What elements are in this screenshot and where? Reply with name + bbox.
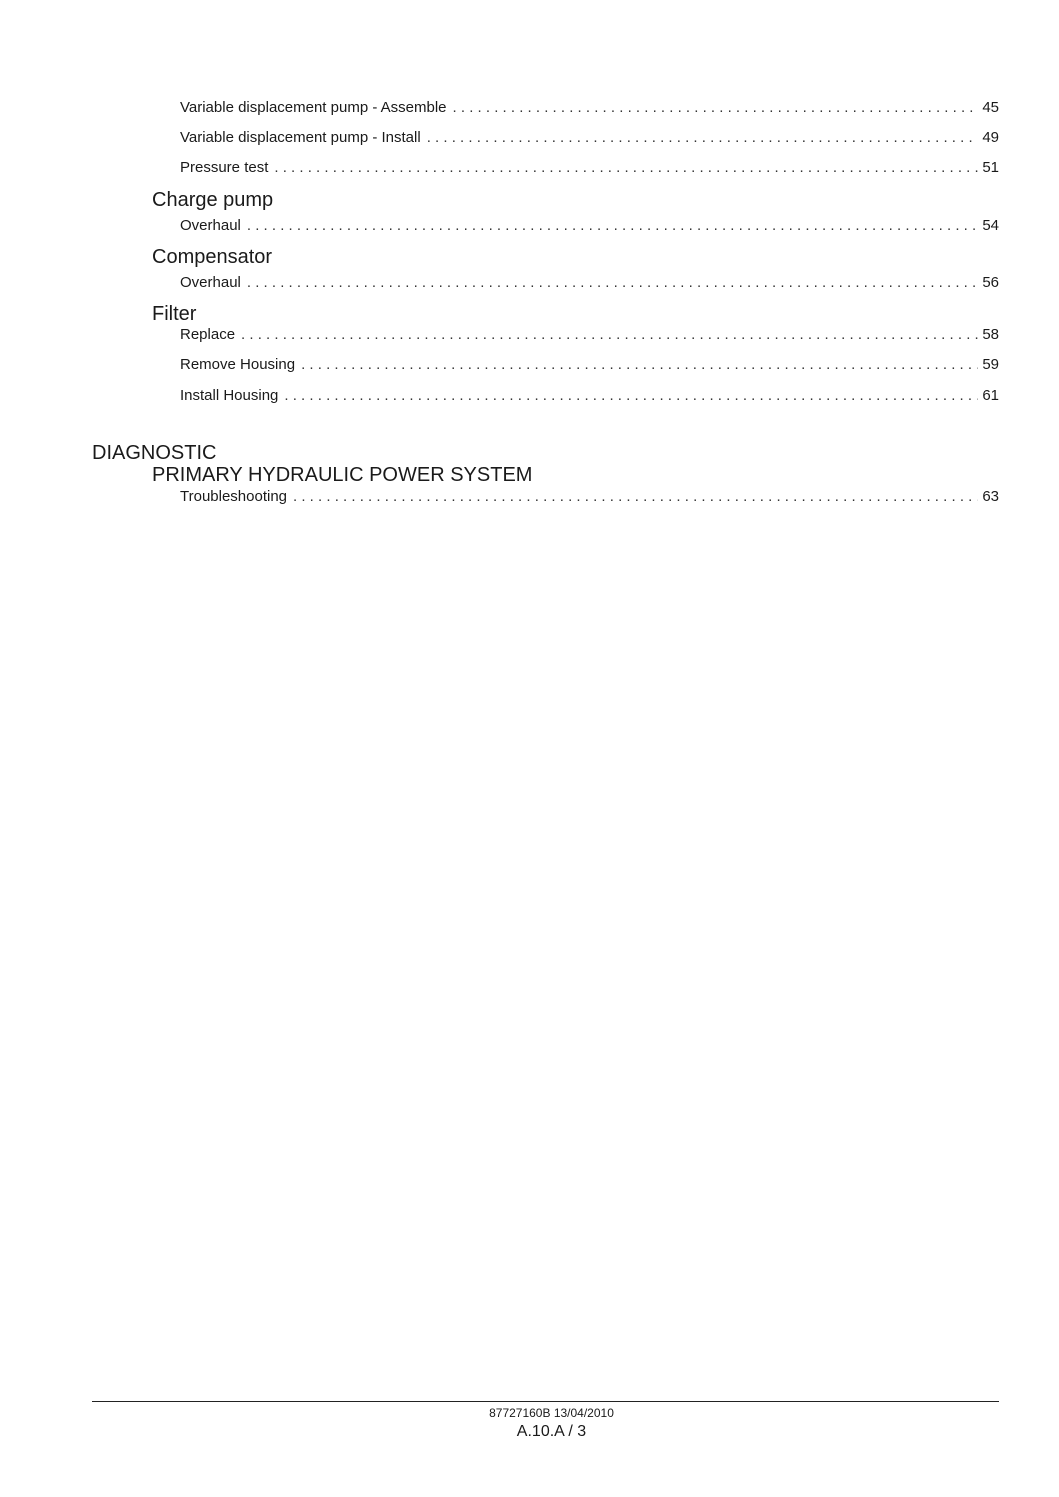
- dot-leader: [247, 273, 978, 293]
- toc-entry-label: Variable displacement pump - Assemble: [180, 99, 447, 116]
- toc-entry-label: Overhaul: [180, 217, 241, 234]
- toc-entry-page: 59: [982, 356, 999, 373]
- toc-entry[interactable]: [180, 386, 999, 406]
- toc-entry[interactable]: [180, 355, 999, 375]
- toc-entry-label: Install Housing: [180, 387, 279, 404]
- dot-leader: [284, 386, 978, 406]
- dot-leader: [301, 355, 978, 375]
- toc-entry-label: Pressure test: [180, 159, 269, 176]
- dot-leader: [293, 487, 978, 507]
- toc-entry-label: Overhaul: [180, 274, 241, 291]
- toc-entry-label: Troubleshooting: [180, 488, 288, 505]
- toc-entry-page: 63: [982, 488, 999, 505]
- toc-entry-label: Variable displacement pump - Install: [180, 129, 421, 146]
- toc-entry[interactable]: [180, 128, 999, 148]
- dot-leader: [274, 158, 978, 178]
- toc-entry[interactable]: [180, 325, 999, 345]
- toc-entry[interactable]: [180, 98, 999, 118]
- toc-entry[interactable]: [180, 487, 999, 507]
- dot-leader: [241, 325, 978, 345]
- toc-entry-page: 54: [982, 217, 999, 234]
- toc-entry-page: 61: [982, 387, 999, 404]
- toc-entry[interactable]: [180, 273, 999, 293]
- toc-entry-page: 45: [982, 99, 999, 116]
- dot-leader: [247, 216, 978, 236]
- footer-page-number: A.10.A / 3: [516, 1423, 587, 1440]
- toc-entry-page: 56: [982, 274, 999, 291]
- footer-divider: [92, 1401, 999, 1402]
- subsection-heading-compensator: Compensator: [152, 246, 273, 268]
- toc-entry-label: Remove Housing: [180, 356, 296, 373]
- dot-leader: [453, 98, 979, 118]
- footer-document-reference: 87727160B 13/04/2010: [489, 1406, 614, 1420]
- toc-entry-page: 49: [982, 129, 999, 146]
- subsection-heading-charge-pump: Charge pump: [152, 189, 274, 211]
- subsection-heading-primary-hydraulic: PRIMARY HYDRAULIC POWER SYSTEM: [152, 464, 533, 486]
- toc-entry-label: Replace: [180, 326, 236, 343]
- section-heading-diagnostic: DIAGNOSTIC: [92, 442, 217, 464]
- dot-leader: [427, 128, 979, 148]
- toc-entry[interactable]: [180, 216, 999, 236]
- subsection-heading-filter: Filter: [152, 303, 197, 325]
- toc-entry[interactable]: [180, 158, 999, 178]
- toc-entry-page: 51: [982, 159, 999, 176]
- toc-entry-page: 58: [982, 326, 999, 343]
